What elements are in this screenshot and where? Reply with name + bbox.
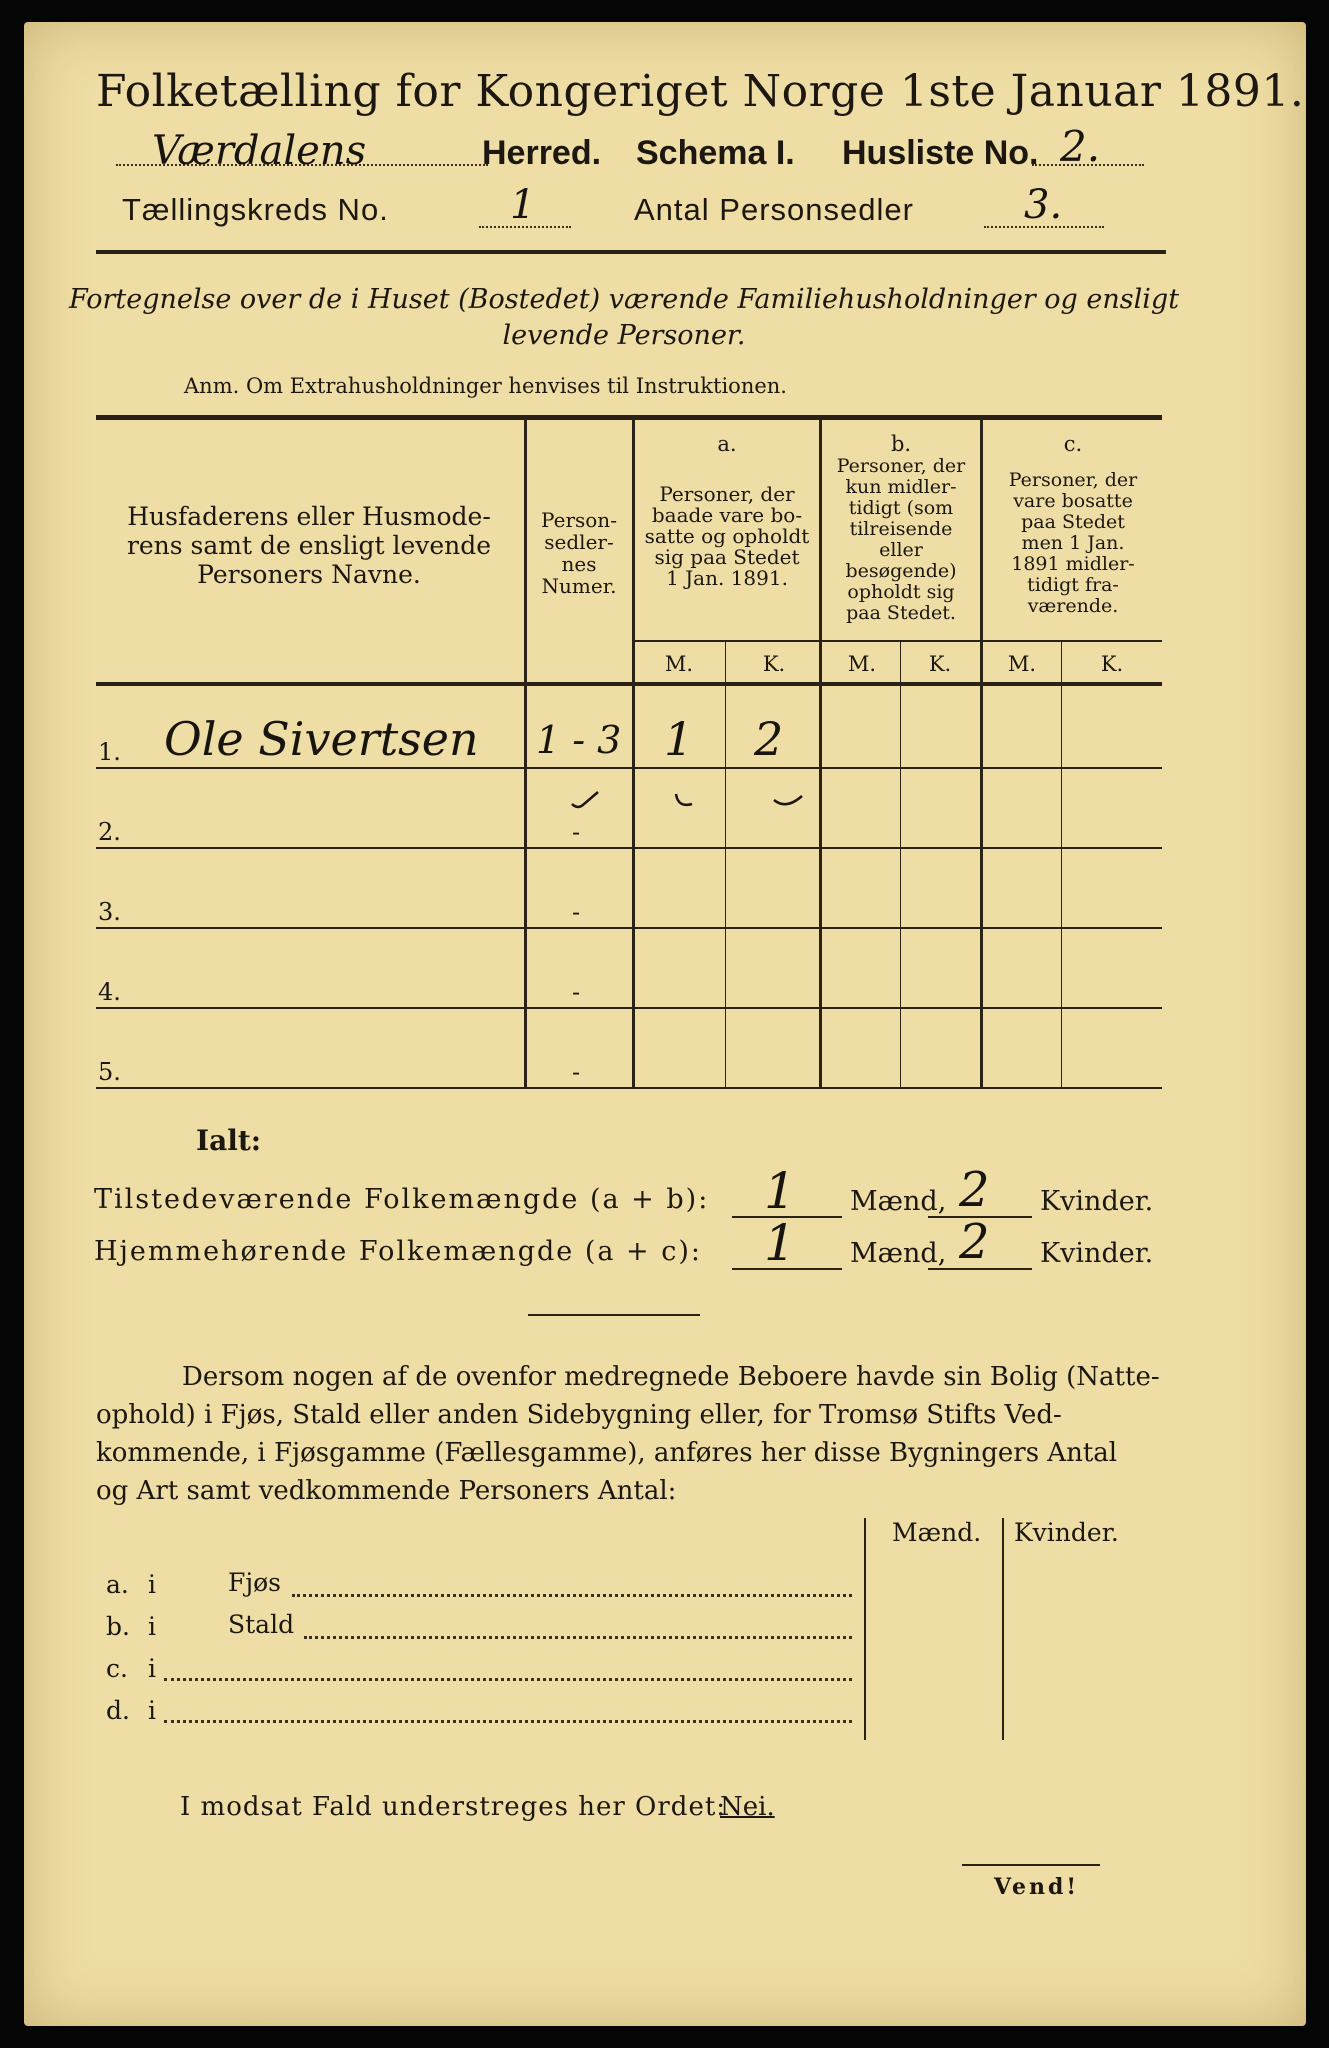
kvinder-head: Kvinder. (1014, 1518, 1119, 1547)
row-3-number: 3. (98, 898, 121, 926)
row-1-name: Ole Sivertsen (164, 712, 479, 766)
row-5-number: 5. (98, 1058, 121, 1086)
col-head-c: Personer, der vare bosatte paa Stedet men 1 Jan. 1891 midler- tidigt fra- værende. (1008, 469, 1138, 617)
item-d-i: i (148, 1696, 156, 1725)
row-1-a-k: 2 (754, 712, 784, 766)
item-b-letter: b. (106, 1612, 130, 1641)
row-1-numer: 1 - 3 (536, 718, 622, 762)
col-head-c-letter: c. (1063, 432, 1083, 456)
census-form-sheet: Folketælling for Kongeriget Norge 1ste Januar 1891. Værdalens Herred. Schema I. Husliste No. 2. Tællingskreds No. 1 Antal Personsedler 3. Fortegnelse over de i Huset (Bostedet) værende Familiehusholdninger og ensligt levende Personer. Anm. Om Extrahusholdninger henvises til Instruktionen. Husfaderens eller Husmode- rens samt de ensligt levende Personers Navne. Person- sedler- nes Numer. a. Personer, der baade vare bo- satte og opholdt sig paa Stedet 1 Jan. 1891. b. Personer, der kun midler- tidigt (som tilreisende eller besøgende) opholdt sig paa Stedet. c. Personer, der vare bosatte paa Stedet men 1 Jan. 1891 midler- tidigt fra- værende. M. K. M. K. M. K. 1. Ole Sivertsen 1 - 3 1 2 2. - 3. - 4. - 5. - Ialt: Tilstedeværende Folkemængde (a + b): 1 Mænd, 2 Kvinder. Hjemmehørende Folkemængde (a + c): 1 Mænd, 2 Kvinder. Dersom nogen af de ovenfor medregnede Beboere havde sin Bolig (Natte- ophold) i Fjøs, Stald eller anden Sidebygning eller, for Tromsø Stifts Ved- kommende, i Fjøsgamme (Fællesgamme), anføres her disse Bygningers Antal og Art samt vedkommende Personers Antal: Mænd. Kvinder. a. i Fjøs b. i Stald c. i d. i I modsat Fald understreges her Ordet: Nei. Vend! (24, 22, 1306, 2026)
col-a-m-label: M. (664, 652, 694, 676)
maend-head: Mænd. (892, 1518, 982, 1547)
section-divider (528, 1314, 700, 1316)
herred-label: Herred. (482, 134, 602, 172)
tilstede-label: Tilstedeværende Folkemængde (a + b): (94, 1184, 710, 1215)
item-d-letter: d. (106, 1696, 130, 1725)
intro-line-1: Fortegnelse over de i Huset (Bostedet) værende Familiehusholdninger og ensligt (68, 284, 1180, 315)
nei-word: Nei. (720, 1792, 775, 1822)
col-head-numer: Person- sedler- nes Numer. (541, 508, 617, 598)
item-a-label: Fjøs (228, 1568, 281, 1597)
row-2-number: 2. (98, 818, 121, 846)
form-title: Folketælling for Kongeriget Norge 1ste Januar 1891. (96, 66, 1305, 117)
kreds-label: Tællingskreds No. (122, 192, 389, 227)
antal-label: Antal Personsedler (634, 192, 914, 227)
tilstede-maend-value: 1 (764, 1162, 796, 1220)
antal-value: 3. (1024, 182, 1063, 228)
intro-line-2: levende Personer. (502, 320, 746, 351)
col-c-m-label: M. (1007, 652, 1037, 676)
husliste-value: 2. (1060, 122, 1101, 171)
col-b-k-label: K. (928, 652, 952, 676)
row-1-a-m: 1 (664, 712, 694, 766)
item-a-i: i (148, 1570, 156, 1599)
hjemme-kvinder-label: Kvinder. (1040, 1238, 1154, 1269)
header-rule (96, 250, 1166, 254)
item-c-i: i (148, 1654, 156, 1683)
schema-label: Schema I. (636, 134, 795, 172)
kreds-value: 1 (510, 182, 536, 228)
item-c-letter: c. (106, 1654, 128, 1683)
row-1-number: 1. (98, 738, 121, 766)
herred-value: Værdalens (152, 128, 367, 174)
tilstede-kvinder-value: 2 (959, 1162, 990, 1218)
col-head-b: Personer, der kun midler- tidigt (som tilreisende eller besøgende) opholdt sig paa Stedet. (836, 455, 966, 624)
modsat-fald-text: I modsat Fald understreges her Ordet: (180, 1792, 727, 1822)
row-4-number: 4. (98, 978, 121, 1006)
item-a-letter: a. (106, 1570, 129, 1599)
col-c-k-label: K. (1100, 652, 1124, 676)
item-b-label: Stald (228, 1610, 295, 1639)
tilstede-kvinder-label: Kvinder. (1040, 1186, 1154, 1217)
anm-note: Anm. Om Extrahusholdninger henvises til Instruktionen. (184, 374, 787, 398)
row-2-numer: - (572, 818, 581, 846)
husliste-label: Husliste No. (842, 134, 1039, 172)
ialt-label: Ialt: (196, 1124, 262, 1157)
row-4-numer: - (572, 978, 581, 1006)
hjemme-kvinder-value: 2 (959, 1214, 990, 1270)
hjemme-maend-label: Mænd, (850, 1238, 947, 1269)
vend-label: Vend! (994, 1874, 1080, 1900)
hjemme-maend-value: 1 (764, 1214, 796, 1272)
col-head-names: Husfaderens eller Husmode- rens samt de ensligt levende Personers Navne. (126, 502, 492, 589)
col-head-a-letter: a. (717, 432, 737, 456)
col-head-b-letter: b. (890, 432, 912, 456)
tilstede-maend-label: Mænd, (850, 1186, 947, 1217)
row-5-numer: - (572, 1058, 581, 1086)
item-b-i: i (148, 1612, 156, 1641)
row-3-numer: - (572, 898, 581, 926)
hjemme-label: Hjemmehørende Folkemængde (a + c): (94, 1236, 702, 1267)
col-b-m-label: M. (847, 652, 877, 676)
col-a-k-label: K. (762, 652, 786, 676)
check-marks (564, 782, 864, 822)
col-head-a: Personer, der baade vare bo- satte og opholdt sig paa Stedet 1 Jan. 1891. (644, 482, 810, 590)
